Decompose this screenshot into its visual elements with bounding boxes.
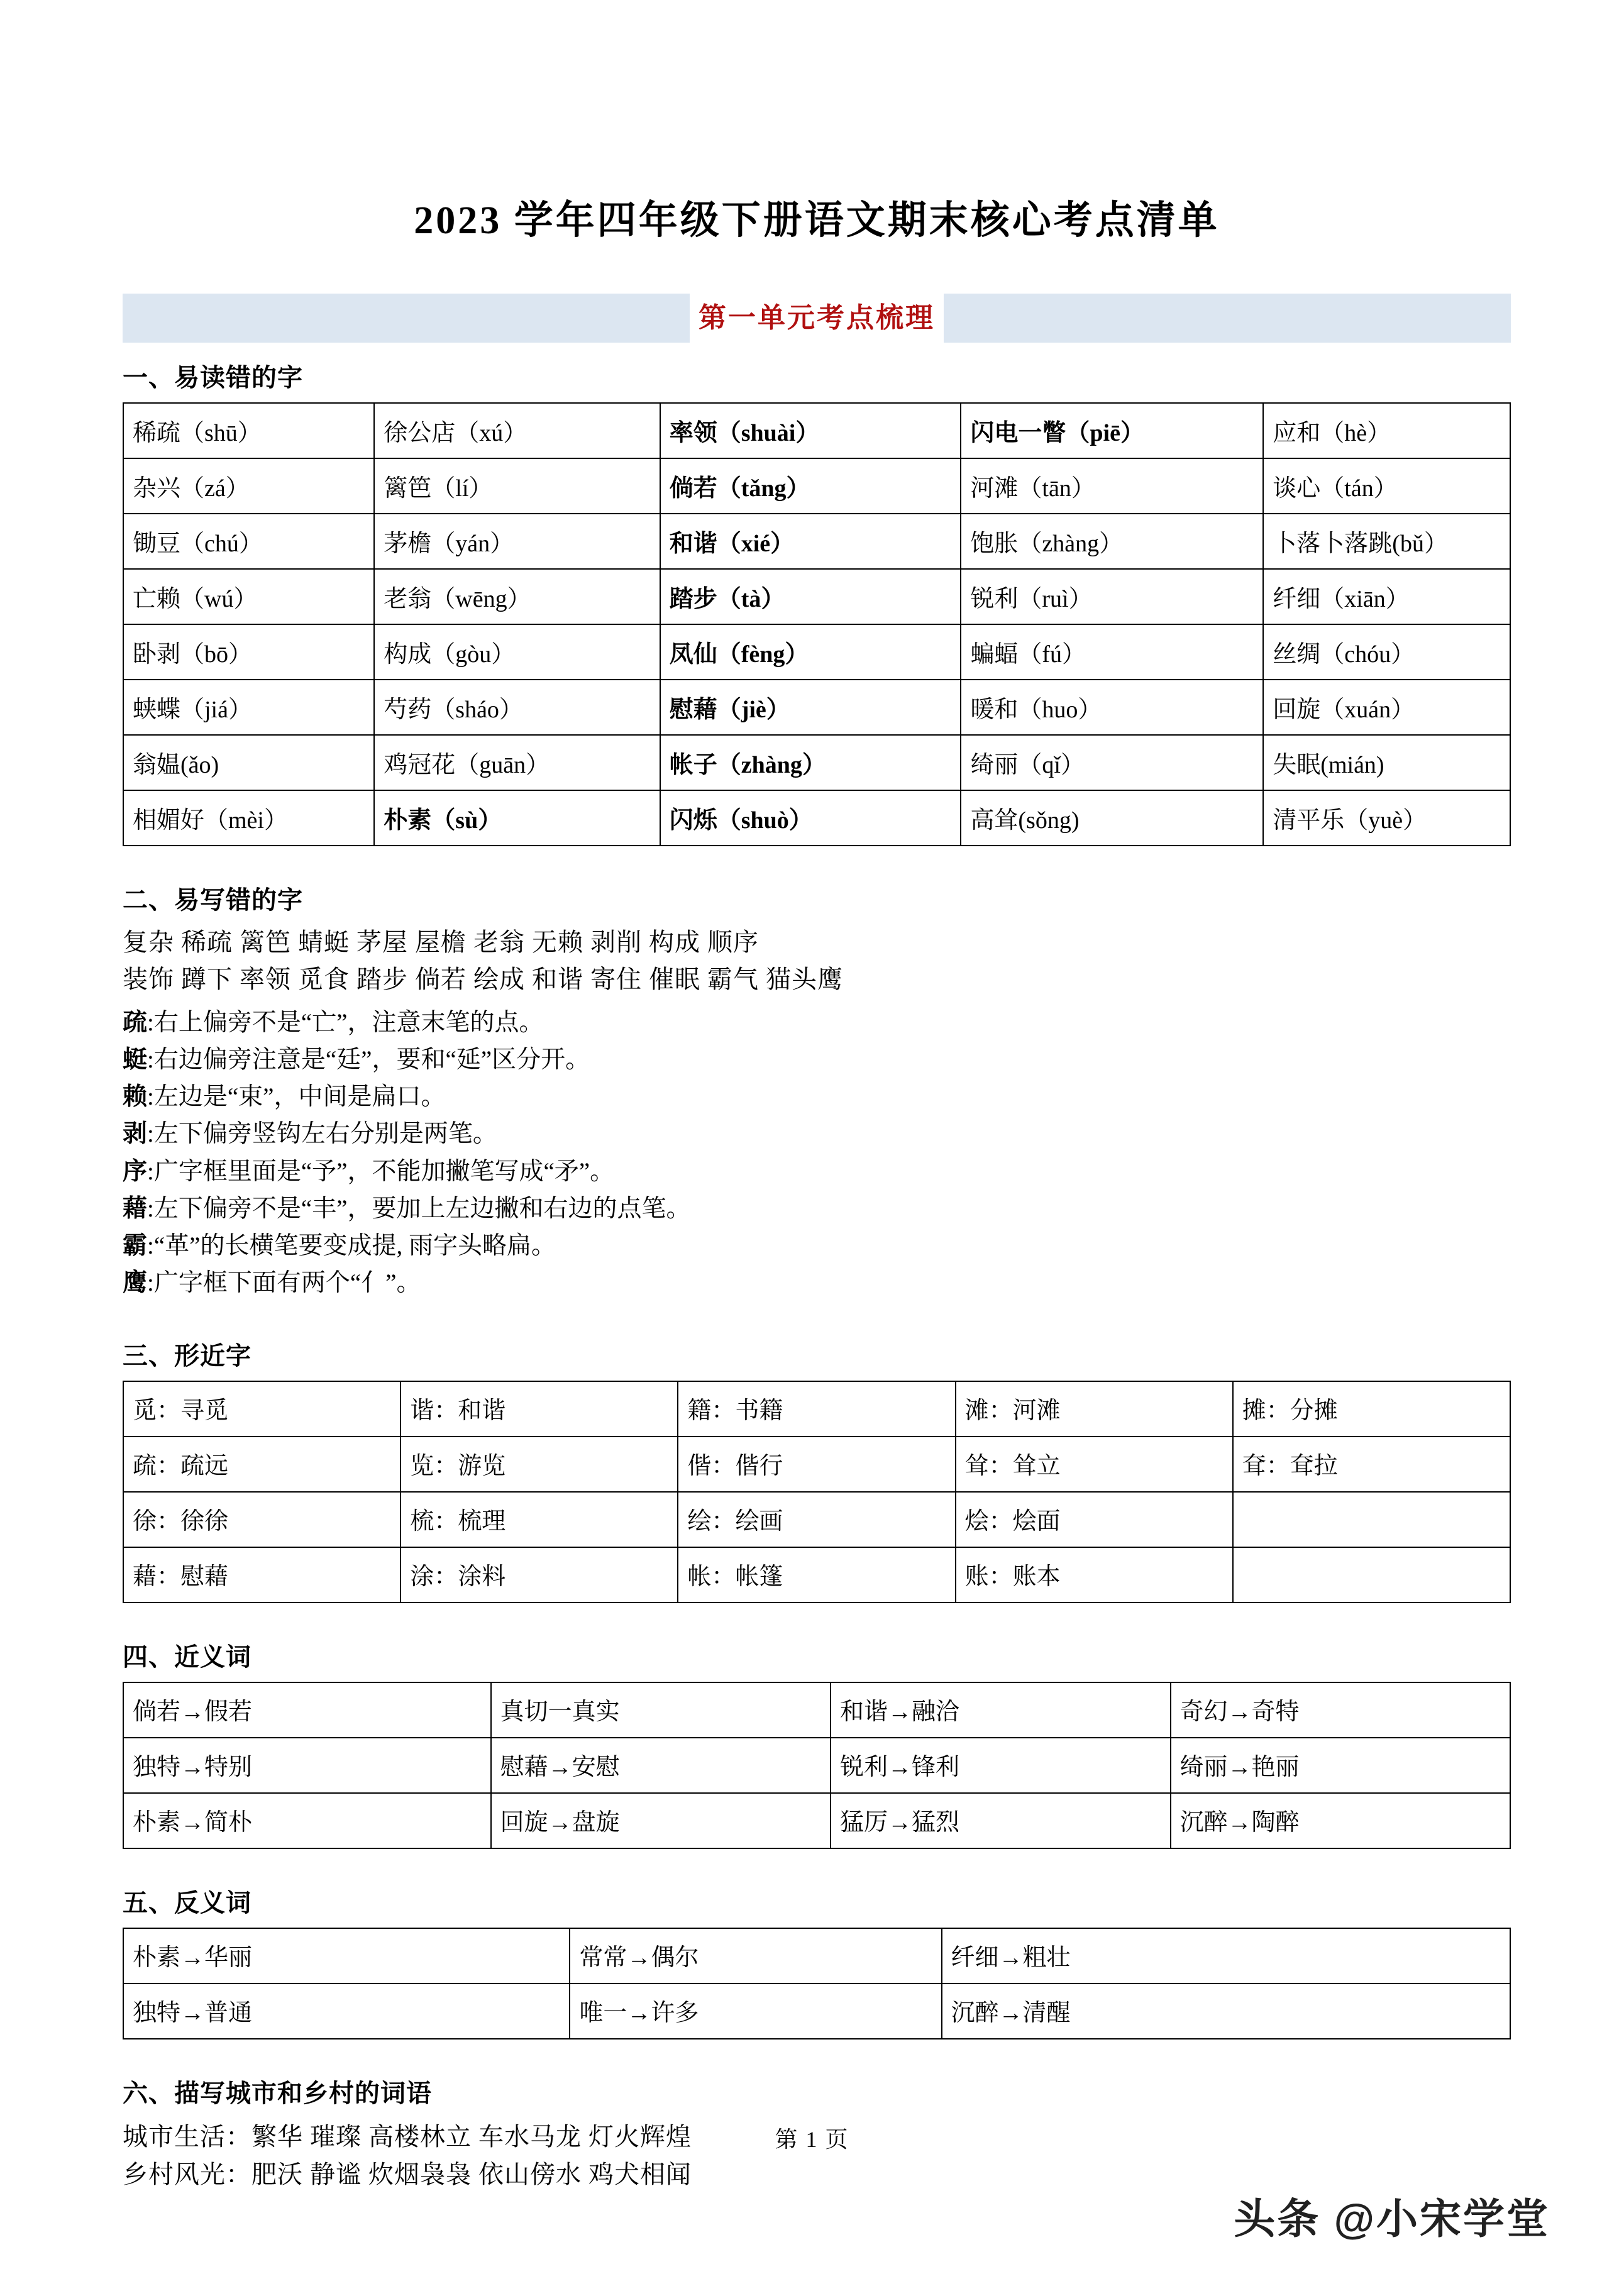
table-synonyms	[123, 1682, 1511, 1849]
table-cell: 耷：耷拉	[1233, 1437, 1510, 1492]
table-easily-mispronounced	[123, 402, 1511, 846]
table-cell: 朴素→华丽	[123, 1928, 570, 1984]
table-row	[123, 735, 1510, 790]
section-heading-4: 四、近义词	[123, 1643, 251, 1671]
table-cell: 老翁（wēng）	[374, 569, 660, 624]
table-row	[123, 403, 1510, 458]
table-row	[123, 1492, 1510, 1547]
note-character: 鹰	[123, 1269, 148, 1297]
section-heading-3: 三、形近字	[123, 1342, 251, 1370]
table-row	[123, 1928, 1510, 1984]
table-cell: 构成（gòu）	[374, 624, 660, 680]
table-cell: 涂：涂料	[400, 1547, 678, 1603]
table-cell: 慰藉（jiè）	[660, 680, 961, 735]
section-heading-5: 五、反义词	[123, 1889, 251, 1917]
table-cell: 蛱蝶（jiá）	[123, 680, 374, 735]
table-cell: 闪烁（shuò）	[660, 790, 961, 846]
table-cell: 藉：慰藉	[123, 1547, 400, 1603]
note-text: :广字框里面是“予”，不能加撇笔写成“矛”。	[147, 1157, 615, 1185]
table-row	[123, 1682, 1510, 1738]
table-cell: 绮丽（qǐ）	[961, 735, 1263, 790]
table-cell: 卧剥（bō）	[123, 624, 374, 680]
table-cell: 高耸(sǒng)	[961, 790, 1263, 846]
table-cell: 河滩（tān）	[961, 458, 1263, 514]
table-cell: 滩：河滩	[956, 1381, 1233, 1437]
table-cell: 帐：帐篷	[678, 1547, 955, 1603]
table-cell: 杂兴（zá）	[123, 458, 374, 514]
table-cell: 亡赖（wú）	[123, 569, 374, 624]
table-row	[123, 569, 1510, 624]
table-cell: 倘若（tǎng）	[660, 458, 961, 514]
table-cell: 锄豆（chú）	[123, 514, 374, 569]
character-note	[123, 1264, 1511, 1301]
table-row	[123, 514, 1510, 569]
table-cell: 纤细（xiān）	[1263, 569, 1510, 624]
table-cell: 摊：分摊	[1233, 1381, 1510, 1437]
character-note	[123, 1078, 1511, 1115]
note-character: 赖	[123, 1083, 148, 1111]
character-notes-block	[123, 1004, 1511, 1302]
table-cell: 和谐→融洽	[831, 1682, 1170, 1738]
table-cell: 暖和（huo）	[961, 680, 1263, 735]
table-cell: 猛厉→猛烈	[831, 1793, 1170, 1848]
section-heading-2: 二、易写错的字	[123, 886, 303, 914]
note-character: 藉	[123, 1195, 148, 1222]
table-cell: 茅檐（yán）	[374, 514, 660, 569]
table-cell: 清平乐（yuè）	[1263, 790, 1510, 846]
table-cell: 独特→特别	[123, 1738, 491, 1793]
table-cell: 回旋→盘旋	[491, 1793, 831, 1848]
table-antonyms	[123, 1928, 1511, 2039]
table-cell: 烩：烩面	[956, 1492, 1233, 1547]
table-cell: 应和（hè）	[1263, 403, 1510, 458]
section-heading-6: 六、描写城市和乡村的词语	[123, 2079, 432, 2107]
table-cell	[1233, 1547, 1510, 1603]
table-cell: 和谐（xié）	[660, 514, 961, 569]
table-cell: 翁媪(ǎo)	[123, 735, 374, 790]
word-list-line: 装饰 蹲下 率领 觅食 踏步 倘若 绘成 和谐 寄住 催眠 霸气 猫头鹰	[123, 964, 843, 993]
character-note	[123, 1004, 1511, 1041]
character-note	[123, 1115, 1511, 1152]
table-row	[123, 458, 1510, 514]
table-cell: 鸡冠花（guān）	[374, 735, 660, 790]
table-cell: 常常→偶尔	[570, 1928, 941, 1984]
unit-banner	[123, 294, 1511, 343]
table-cell: 率领（shuài）	[660, 403, 961, 458]
note-text: :左边是“束”，中间是扁口。	[147, 1083, 446, 1111]
table-cell: 独特→普通	[123, 1984, 570, 2039]
table-cell: 回旋（xuán）	[1263, 680, 1510, 735]
table-cell: 相媚好（mèi）	[123, 790, 374, 846]
table-cell: 览：游览	[400, 1437, 678, 1492]
table-cell: 芍药（sháo）	[374, 680, 660, 735]
table-cell	[1233, 1492, 1510, 1547]
table-cell: 绮丽→艳丽	[1171, 1738, 1510, 1793]
table-row	[123, 1738, 1510, 1793]
table-cell: 耸：耸立	[956, 1437, 1233, 1492]
table-cell: 蝙蝠（fú）	[961, 624, 1263, 680]
table-cell: 失眠(mián)	[1263, 735, 1510, 790]
unit-banner-label: 第一单元考点梳理	[690, 294, 944, 343]
note-character: 序	[123, 1157, 148, 1185]
table-cell: 梳：梳理	[400, 1492, 678, 1547]
note-text: :“革”的长横笔要变成提, 雨字头略扁。	[147, 1232, 556, 1260]
table-cell: 倘若→假若	[123, 1682, 491, 1738]
table-cell: 朴素→简朴	[123, 1793, 491, 1848]
character-note	[123, 1227, 1511, 1264]
table-row	[123, 1547, 1510, 1603]
table-cell: 沉醉→陶醉	[1171, 1793, 1510, 1848]
table-cell: 疏：疏远	[123, 1437, 400, 1492]
table-row	[123, 1381, 1510, 1437]
note-character: 疏	[123, 1008, 148, 1036]
table-cell: 朴素（sù）	[374, 790, 660, 846]
table-cell: 锐利→锋利	[831, 1738, 1170, 1793]
table-cell: 踏步（tà）	[660, 569, 961, 624]
watermark: 头条 @小宋学堂	[1234, 2195, 1550, 2242]
table-cell: 偕：偕行	[678, 1437, 955, 1492]
table-cell: 篱笆（lí）	[374, 458, 660, 514]
table-row	[123, 790, 1510, 846]
table-cell: 沉醉→清醒	[942, 1984, 1510, 2039]
table-cell: 徐公店（xú）	[374, 403, 660, 458]
note-text: :左下偏旁不是“丰”，要加上左边撇和右边的点笔。	[147, 1195, 691, 1222]
word-list-line: 复杂 稀疏 篱笆 蜻蜓 茅屋 屋檐 老翁 无赖 剥削 构成 顺序	[123, 928, 759, 956]
character-note	[123, 1041, 1511, 1078]
note-text: :左下偏旁竖钩左右分别是两笔。	[147, 1120, 497, 1148]
note-character: 霸	[123, 1232, 148, 1260]
note-text: :右上偏旁不是“亡”，注意末笔的点。	[147, 1008, 544, 1036]
table-row	[123, 680, 1510, 735]
table-cell: 徐：徐徐	[123, 1492, 400, 1547]
table-row	[123, 1793, 1510, 1848]
city-life-line: 城市生活：繁华 璀璨 高楼林立 车水马龙 灯火辉煌	[123, 2122, 692, 2151]
note-character: 剥	[123, 1120, 148, 1148]
table-similar-characters	[123, 1381, 1511, 1603]
note-character: 蜓	[123, 1046, 148, 1073]
note-text: :广字框下面有两个“亻”。	[147, 1269, 421, 1297]
table-cell: 谐：和谐	[400, 1381, 678, 1437]
table-cell: 凤仙（fèng）	[660, 624, 961, 680]
word-list-block	[123, 925, 1511, 998]
note-text: :右边偏旁注意是“廷”，要和“延”区分开。	[147, 1046, 590, 1073]
table-cell: 籍：书籍	[678, 1381, 955, 1437]
table-cell: 绘：绘画	[678, 1492, 955, 1547]
table-row	[123, 1437, 1510, 1492]
table-cell: 纤细→粗壮	[942, 1928, 1510, 1984]
table-cell: 谈心（tán）	[1263, 458, 1510, 514]
table-cell: 奇幻→奇特	[1171, 1682, 1510, 1738]
table-cell: 闪电一瞥（piē）	[961, 403, 1263, 458]
table-cell: 帐子（zhàng）	[660, 735, 961, 790]
page-number: 第 1 页	[775, 2127, 849, 2152]
table-cell: 卜落卜落跳(bǔ）	[1263, 514, 1510, 569]
table-cell: 真切一真实	[491, 1682, 831, 1738]
page-title: 2023 学年四年级下册语文期末核心考点清单	[414, 199, 1220, 242]
table-cell: 稀疏（shū）	[123, 403, 374, 458]
table-cell: 账：账本	[956, 1547, 1233, 1603]
table-cell: 觅：寻觅	[123, 1381, 400, 1437]
country-scene-line: 乡村风光：肥沃 静谧 炊烟袅袅 依山傍水 鸡犬相闻	[123, 2160, 692, 2188]
table-cell: 唯一→许多	[570, 1984, 941, 2039]
table-cell: 丝绸（chóu）	[1263, 624, 1510, 680]
section-heading-1: 一、易读错的字	[123, 364, 303, 392]
character-note	[123, 1190, 1511, 1227]
table-cell: 饱胀（zhàng）	[961, 514, 1263, 569]
table-row	[123, 1984, 1510, 2039]
table-row	[123, 624, 1510, 680]
table-cell: 锐利（ruì）	[961, 569, 1263, 624]
character-note	[123, 1153, 1511, 1190]
table-cell: 慰藉→安慰	[491, 1738, 831, 1793]
